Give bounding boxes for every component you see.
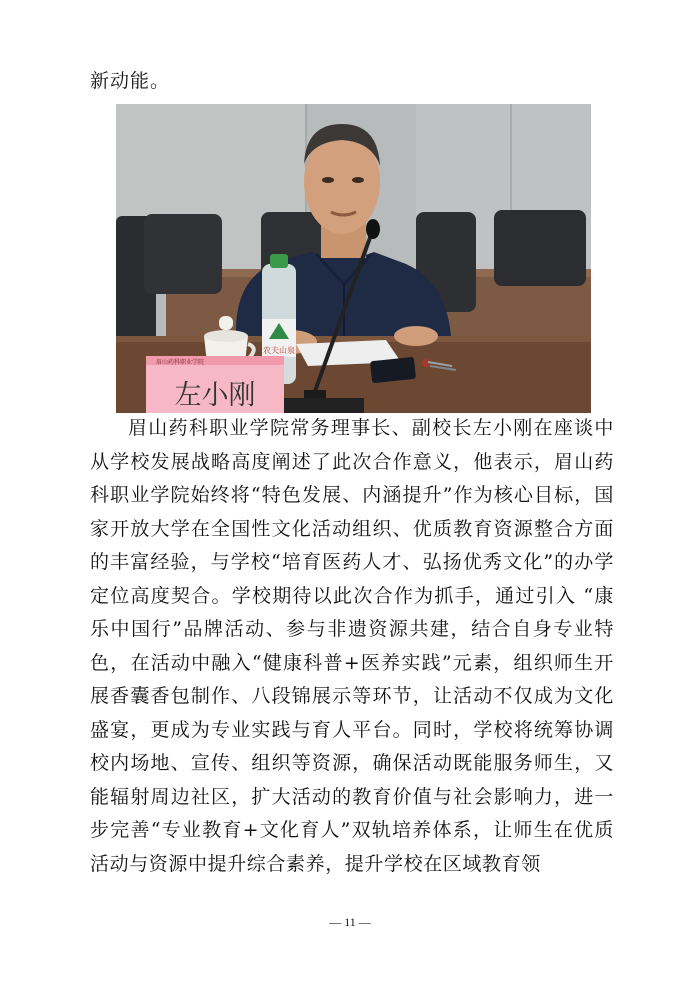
bottle-label: 农夫山泉 (263, 346, 295, 355)
meeting-photo (116, 104, 591, 413)
lead-line: 新动能。 (90, 70, 171, 92)
body-paragraph: 眉山药科职业学院常务理事长、副校长左小刚在座谈中从学校发展战略高度阐述了此次合作意义，他表示，眉山药科职业学院始终将“特色发展、内涵提升”作为核心目标，国家开放大学在全国性文化活动组织、优质教育资源整合方面的丰富经验，与学校“培育医药人才、弘扬优秀文化”的办学定位高度契合。学校期待以此次合作为抓手，通过引入 “康乐中国行”品牌活动、参与非遗资源共建，结合自身专业特色，在活动中融入“健康科普+医养实践”元素，组织师生开展香囊香包制作、八段锦展示等环节，让活动不仅成为文化盛宴，更成为专业实践与育人平台。同时，学校将统筹协调校内场地、宣传、组织等资源，确保活动既能服务师生，又能辐射周边社区，扩大活动的教育价值与社会影响力，进一步完善“专业教育+文化育人”双轨培养体系，让师生在优质活动与资源中提升综合素养，提升学校在区域教育领 (90, 417, 614, 875)
nameplate-small-text: 眉山药科职业学院 (156, 359, 205, 366)
nameplate-name: 左小刚 (174, 380, 256, 411)
page-number: — 11 — (329, 915, 371, 929)
body-text (90, 412, 614, 881)
